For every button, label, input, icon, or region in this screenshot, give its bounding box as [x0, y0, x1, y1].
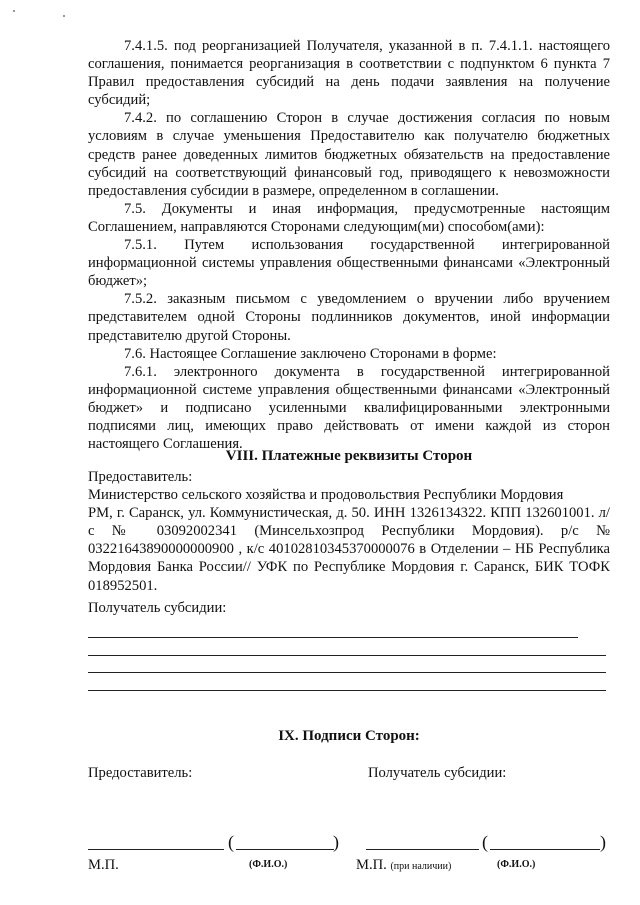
clause-7-4-2: 7.4.2. по соглашению Сторон в случае достижения согласия по новым условиям в случае уменьшения Предоставителю как получателю бюджетных средств ранее доведенных лимитов бюджетных обязательств на предоставление субсидий на соответствующий финансовый год, приводящего к невозможности предоставления субсидии в размере, определенном в соглашении.	[88, 110, 610, 199]
recipient-signature-line	[366, 849, 479, 850]
clause-7-5-2: 7.5.2. заказным письмом с уведомлением о вручении либо вручением представителем одной Стороны подлинников документов, иной информации представителю другой Стороны.	[88, 291, 610, 344]
provider-name: Министерство сельского хозяйства и продовольствия Республики Мордовия	[88, 487, 564, 504]
provider-fio-paren-close: )	[333, 832, 339, 852]
clause-7-4-1-5: 7.4.1.5. под реорганизацией Получателя, указанной в п. 7.4.1.1. настоящего соглашения, понимается реорганизация в соответствии с подпунктом 6 пункта 7 Правил предоставления субсидий на день подачи заявления на получение субсидий;	[88, 38, 610, 109]
clause-7-5-1: 7.5.1. Путем использования государственной интегрированной информационной системы управления общественными финансами «Электронный бюджет»;	[88, 237, 610, 290]
recipient-stamp-text: М.П.	[356, 857, 387, 873]
clause-7-6-1: 7.6.1. электронного документа в государственной интегрированной информационной системе управления общественными финансами «Электронный бюджет» и подписано усиленными квалифицированными электронными подписями лиц, имеющих право действовать от имени каждой из сторон настоящего Соглашения.	[88, 363, 610, 453]
recipient-stamp-label	[356, 857, 451, 874]
provider-fio-paren-open: (	[228, 832, 234, 852]
recipient-stamp-note: (при наличии)	[390, 861, 452, 872]
recipient-details-line	[88, 672, 606, 673]
recipient-fio-paren-open: (	[482, 832, 488, 852]
provider-signature-line	[88, 849, 224, 850]
section-8-title: VIII. Платежные реквизиты Сторон	[225, 448, 473, 464]
recipient-fio-line	[490, 849, 600, 850]
clause-7-6: 7.6. Настоящее Соглашение заключено Сторонами в форме:	[124, 345, 497, 362]
agreement-body	[88, 37, 610, 453]
provider-fio-line	[236, 849, 334, 850]
provider-stamp-label: М.П.	[88, 857, 119, 873]
recipient-label: Получатель субсидии:	[88, 600, 227, 616]
scan-artifact	[13, 10, 15, 12]
clause-7-5: 7.5. Документы и иная информация, предусмотренные настоящим Соглашением, направляются Сторонами следующим(ми) способом(ами):	[88, 200, 610, 235]
payment-details	[88, 468, 610, 595]
provider-label: Предоставитель:	[88, 469, 193, 485]
recipient-details-line	[88, 655, 606, 656]
recipient-fio-caption: (Ф.И.О.)	[497, 859, 536, 870]
recipient-details-line	[88, 637, 578, 638]
provider-fio-caption: (Ф.И.О.)	[249, 859, 288, 870]
scan-artifact	[63, 15, 65, 17]
provider-bank-details: РМ, г. Саранск, ул. Коммунистическая, д. 50. ИНН 1326134322. КПП 132601001. л/с № 03092002341 (Минсельхозпрод Республики Мордовия). р/с № 03221643890000000900 , к/с 40102810345370000076 в Отделении – НБ Республика Мордовия Банка России// УФК по Республике Мордовия г. Саранск, БИК ТОФК 018952501.	[88, 505, 610, 594]
section-9-title: IX. Подписи Сторон:	[278, 728, 420, 744]
signature-recipient-label: Получатель субсидии:	[368, 765, 507, 781]
recipient-details-line	[88, 690, 606, 691]
recipient-fio-paren-close: )	[600, 832, 606, 852]
signature-provider-label: Предоставитель:	[88, 765, 193, 781]
